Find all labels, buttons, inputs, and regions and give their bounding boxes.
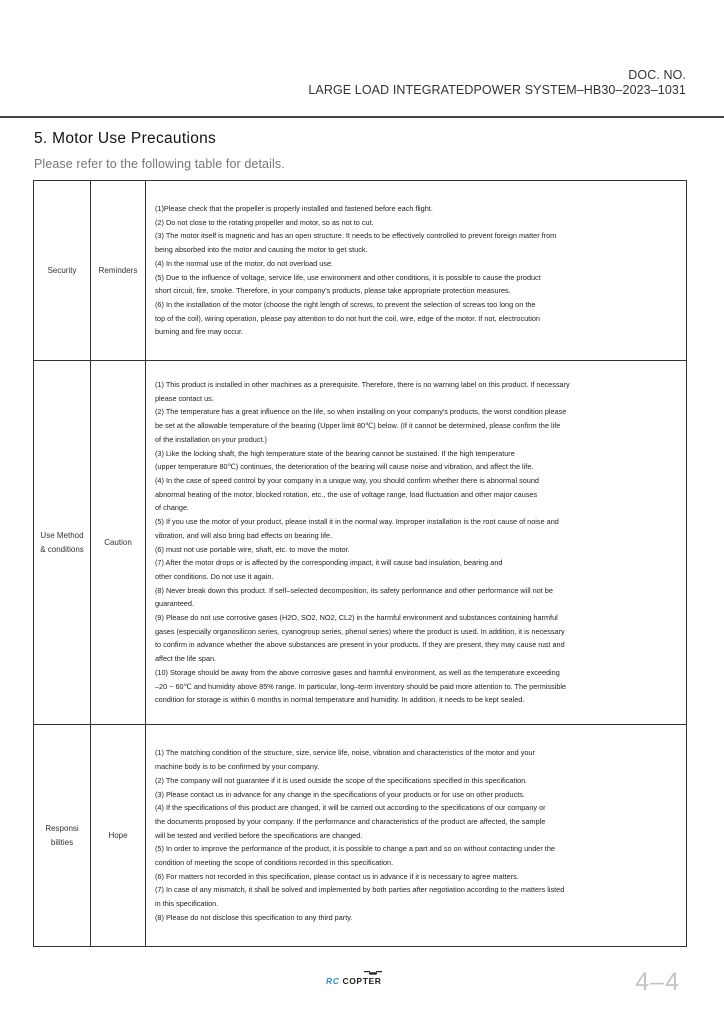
- detail-line: (1) The matching condition of the structure, size, service life, noise, vibration and characteristics of the motor and your: [155, 748, 535, 758]
- detail-line: abnormal heating of the motor, blocked rotation, etc., the use of voltage range, load fluctuation and other major causes: [155, 489, 538, 499]
- detail-line: (2) Do not close to the rotating propeller and motor, so as not to cut.: [155, 217, 374, 227]
- detail-line: –20 ~ 60℃ and humidity above 85% range. In particular, long–term inventory should be paid more attention to. The permissible: [155, 681, 567, 691]
- type-label: Hope: [108, 831, 128, 840]
- type-cell: [91, 725, 146, 947]
- detail-line: vibration, and will also bring bad effects on bearing life.: [155, 530, 333, 540]
- section-title: 5. Motor Use Precautions: [34, 130, 217, 147]
- category-label-line1: Use Method: [40, 530, 84, 540]
- detail-line: burning and fire may occur.: [155, 327, 244, 337]
- rc-copter-logo: [326, 974, 382, 988]
- detail-line: (3) The motor itself is magnetic and has an open structure. It needs to be effectively controlled to prevent foreign matter from: [155, 231, 557, 241]
- detail-line: (4) In the case of speed control by your company in a unique way, you should confirm whether there is abnormal sound: [155, 475, 539, 485]
- detail-line: (4) If the specifications of this product are changed, it will be carried out according to the specifications of our company or: [155, 803, 546, 813]
- drone-icon: [364, 971, 382, 975]
- detail-line: of the installation on your product.): [155, 434, 267, 444]
- detail-line: (3) Please contact us in advance for any change in the specifications of your products or for use on other products.: [155, 789, 525, 799]
- table-row-security: [34, 181, 687, 361]
- detail-line: condition for storage is within 6 months in normal temperature and humidity. In addition, it needs to be kept sealed.: [155, 695, 525, 705]
- detail-line: condition of meeting the scope of conditions recorded in this specification.: [155, 858, 394, 868]
- detail-line: (3) Like the locking shaft, the high temperature state of the bearing cannot be sustained. If the high temperature: [155, 448, 515, 458]
- detail-line: (7) After the motor drops or is affected by the corresponding impact, it will cause bad insulation, bearing and: [155, 558, 503, 568]
- logo-copter-text: [342, 976, 381, 986]
- details-cell: [146, 361, 687, 725]
- detail-line: will be tested and verified before the specifications are changed.: [155, 830, 363, 840]
- section-subtitle: Please refer to the following table for details.: [34, 157, 285, 171]
- type-label: Caution: [104, 538, 132, 547]
- detail-line: (upper temperature 80℃) continues, the deterioration of the bearing will cause noise and vibration, and affect the life.: [155, 462, 534, 472]
- detail-line: in this specification.: [155, 899, 219, 909]
- detail-line: please contact us.: [155, 393, 214, 403]
- detail-line: (5) In order to improve the performance of the product, it is possible to change a part and so on without contacting under the: [155, 844, 555, 854]
- detail-line: (8) Please do not disclose this specification to any third party.: [155, 912, 353, 922]
- detail-line: (6) must not use portable wire, shaft, etc. to move the motor.: [155, 544, 350, 554]
- detail-line: be set at the allowable temperature of the bearing (Upper limit 80℃) below. (If it cannot be determined, please confirm the life: [155, 421, 561, 431]
- category-label-line1: Responsi: [45, 823, 79, 833]
- detail-line: (9) Please do not use corrosive gases (H2O, SO2, NO2, CL2) in the harmful environment and substances containing harmful: [155, 613, 558, 623]
- detail-line: top of the coil), wiring operation, please pay attention to do not hurt the coil, wire, edge of the motor. If not, electrocution: [155, 313, 540, 323]
- detail-line: (10) Storage should be away from the above corrosive gases and harmful environment, as well as the temperature exceeding: [155, 667, 560, 677]
- precautions-table: [33, 180, 687, 947]
- doc-title: LARGE LOAD INTEGRATEDPOWER SYSTEM–HB30–2023–1031: [308, 83, 686, 97]
- detail-line: of change.: [155, 503, 190, 513]
- doc-number-label: DOC. NO.: [628, 68, 686, 82]
- logo-rc-text: RC: [326, 976, 340, 986]
- detail-line: gases (especially organosilicon series, cyanogroup series, phenol series) where the product is used. In addition, it is necessary: [155, 626, 565, 636]
- detail-line: (1)Please check that the propeller is properly installed and fastened before each flight.: [155, 203, 433, 213]
- category-cell: [34, 725, 91, 947]
- type-cell: [91, 181, 146, 361]
- detail-line: (5) If you use the motor of your product, please install it in the normal way. Improper installation is the root cause of noise and: [155, 517, 559, 527]
- detail-line: (4) In the normal use of the motor, do not overload use.: [155, 258, 334, 268]
- page-number: 4–4: [635, 968, 680, 996]
- detail-line: (8) Never break down this product. If self–selected decomposition, its safety performance and other performance will not be: [155, 585, 553, 595]
- type-label: Reminders: [98, 266, 138, 275]
- document-header: [308, 68, 686, 98]
- header-divider: [0, 116, 724, 118]
- category-label-line2: bilities: [50, 837, 74, 847]
- detail-line: short circuit, fire, smoke. Therefore, in your company's products, please take appropriate protection measures.: [155, 286, 511, 296]
- detail-line: (1) This product is installed in other machines as a prerequisite. Therefore, there is no warning label on this product. If necessary: [155, 380, 570, 390]
- detail-line: other conditions. Do not use it again.: [155, 571, 274, 581]
- table-row-responsibilities: [34, 725, 687, 947]
- table-row-use-method: [34, 361, 687, 725]
- detail-line: machine body is to be confirmed by your company.: [155, 762, 320, 772]
- detail-line: the documents proposed by your company. If the performance and characteristics of the product are affected, the sample: [155, 816, 546, 826]
- category-cell: [34, 181, 91, 361]
- category-label: Security: [47, 265, 77, 275]
- details-cell: [146, 181, 687, 361]
- detail-line: (2) The company will not guarantee if it is used outside the scope of the specifications specified in this specification.: [155, 775, 528, 785]
- detail-line: to confirm in advance whether the above substances are present in your products. If they are present, they may cause rust and: [155, 640, 565, 650]
- logo-copter-label: COPTER: [342, 976, 382, 986]
- detail-line: (7) In case of any mismatch, it shall be solved and implemented by both parties after negotiation according to the matters listed: [155, 885, 565, 895]
- category-cell: [34, 361, 91, 725]
- detail-line: affect the life span.: [155, 654, 217, 664]
- detail-line: (5) Due to the influence of voltage, service life, use environment and other conditions, it is possible to cause the product: [155, 272, 541, 282]
- type-cell: [91, 361, 146, 725]
- detail-line: guaranteed.: [155, 599, 194, 609]
- detail-line: (6) In the installation of the motor (choose the right length of screws, to prevent the selection of screws too long on the: [155, 299, 536, 309]
- detail-line: (2) The temperature has a great influence on the life, so when installing on your company's products, the worst condition please: [155, 407, 567, 417]
- category-label-line2: & conditions: [40, 544, 84, 554]
- detail-line: being absorbed into the motor and causing the motor to get stuck.: [155, 245, 368, 255]
- details-cell: [146, 725, 687, 947]
- detail-line: (6) For matters not recorded in this specification, please contact us in advance if it is necessary to agree matters.: [155, 871, 519, 881]
